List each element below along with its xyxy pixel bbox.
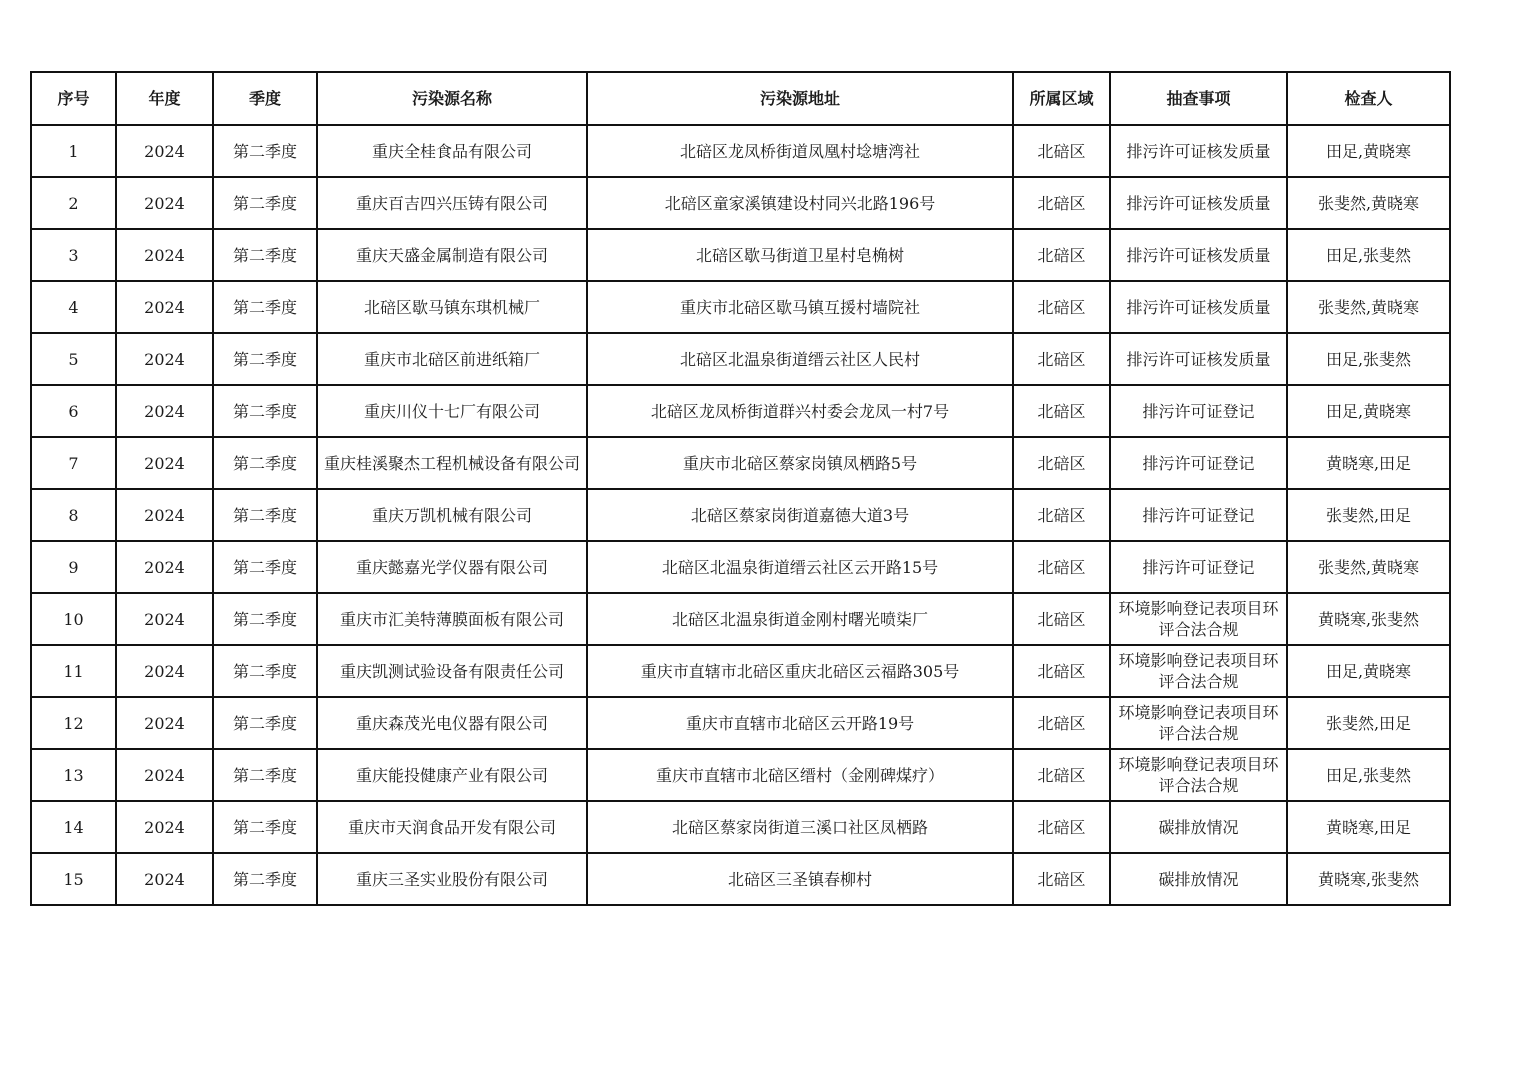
cell-inspector: 黄晓寒,张斐然 [1287, 853, 1450, 905]
header-district: 所属区域 [1013, 72, 1110, 125]
cell-source-name: 重庆市天润食品开发有限公司 [317, 801, 587, 853]
cell-inspection-item: 排污许可证登记 [1110, 541, 1287, 593]
cell-inspector: 田足,黄晓寒 [1287, 385, 1450, 437]
cell-quarter: 第二季度 [213, 697, 317, 749]
cell-inspector: 张斐然,田足 [1287, 697, 1450, 749]
cell-quarter: 第二季度 [213, 593, 317, 645]
cell-source-name: 重庆懿嘉光学仪器有限公司 [317, 541, 587, 593]
cell-source-name: 重庆万凯机械有限公司 [317, 489, 587, 541]
cell-inspector: 田足,黄晓寒 [1287, 645, 1450, 697]
cell-source-address: 北碚区童家溪镇建设村同兴北路196号 [587, 177, 1013, 229]
cell-source-address: 北碚区歇马街道卫星村皂桷树 [587, 229, 1013, 281]
cell-district: 北碚区 [1013, 125, 1110, 177]
cell-source-name: 重庆三圣实业股份有限公司 [317, 853, 587, 905]
cell-year: 2024 [116, 645, 213, 697]
cell-index: 5 [31, 333, 116, 385]
cell-inspection-item: 排污许可证核发质量 [1110, 125, 1287, 177]
cell-year: 2024 [116, 177, 213, 229]
cell-source-address: 重庆市北碚区歇马镇互援村墙院社 [587, 281, 1013, 333]
header-source-name: 污染源名称 [317, 72, 587, 125]
cell-inspector: 张斐然,黄晓寒 [1287, 281, 1450, 333]
table-row [31, 125, 1450, 177]
cell-index: 3 [31, 229, 116, 281]
cell-source-name: 重庆百吉四兴压铸有限公司 [317, 177, 587, 229]
cell-year: 2024 [116, 281, 213, 333]
cell-index: 7 [31, 437, 116, 489]
cell-year: 2024 [116, 437, 213, 489]
table-row [31, 281, 1450, 333]
table-row [31, 333, 1450, 385]
cell-inspection-item: 排污许可证核发质量 [1110, 281, 1287, 333]
cell-source-address: 北碚区三圣镇春柳村 [587, 853, 1013, 905]
cell-inspection-item: 排污许可证核发质量 [1110, 333, 1287, 385]
header-index: 序号 [31, 72, 116, 125]
cell-district: 北碚区 [1013, 229, 1110, 281]
cell-source-address: 北碚区北温泉街道缙云社区云开路15号 [587, 541, 1013, 593]
cell-index: 4 [31, 281, 116, 333]
cell-district: 北碚区 [1013, 593, 1110, 645]
cell-quarter: 第二季度 [213, 541, 317, 593]
cell-inspection-item: 排污许可证登记 [1110, 385, 1287, 437]
header-inspector: 检查人 [1287, 72, 1450, 125]
table-row [31, 801, 1450, 853]
cell-inspector: 张斐然,田足 [1287, 489, 1450, 541]
cell-inspection-item: 环境影响登记表项目环评合法合规 [1110, 593, 1287, 645]
cell-source-address: 重庆市直辖市北碚区缙村（金刚碑煤疗） [587, 749, 1013, 801]
cell-source-name: 重庆全桂食品有限公司 [317, 125, 587, 177]
cell-index: 14 [31, 801, 116, 853]
header-source-address: 污染源地址 [587, 72, 1013, 125]
cell-index: 6 [31, 385, 116, 437]
cell-index: 8 [31, 489, 116, 541]
header-inspection-item: 抽查事项 [1110, 72, 1287, 125]
cell-inspection-item: 环境影响登记表项目环评合法合规 [1110, 749, 1287, 801]
cell-district: 北碚区 [1013, 853, 1110, 905]
cell-district: 北碚区 [1013, 697, 1110, 749]
table-row [31, 437, 1450, 489]
cell-year: 2024 [116, 229, 213, 281]
cell-index: 10 [31, 593, 116, 645]
cell-quarter: 第二季度 [213, 489, 317, 541]
cell-inspector: 黄晓寒,田足 [1287, 437, 1450, 489]
cell-year: 2024 [116, 333, 213, 385]
cell-year: 2024 [116, 853, 213, 905]
table-row [31, 853, 1450, 905]
table-row [31, 177, 1450, 229]
cell-source-address: 北碚区北温泉街道缙云社区人民村 [587, 333, 1013, 385]
cell-quarter: 第二季度 [213, 281, 317, 333]
cell-inspector: 黄晓寒,田足 [1287, 801, 1450, 853]
header-quarter: 季度 [213, 72, 317, 125]
cell-source-name: 重庆森茂光电仪器有限公司 [317, 697, 587, 749]
cell-quarter: 第二季度 [213, 229, 317, 281]
cell-inspector: 张斐然,黄晓寒 [1287, 177, 1450, 229]
cell-source-name: 重庆市北碚区前进纸箱厂 [317, 333, 587, 385]
cell-inspector: 田足,黄晓寒 [1287, 125, 1450, 177]
cell-source-name: 重庆市汇美特薄膜面板有限公司 [317, 593, 587, 645]
cell-source-address: 重庆市直辖市北碚区云开路19号 [587, 697, 1013, 749]
cell-inspection-item: 碳排放情况 [1110, 801, 1287, 853]
cell-district: 北碚区 [1013, 489, 1110, 541]
cell-inspection-item: 碳排放情况 [1110, 853, 1287, 905]
cell-quarter: 第二季度 [213, 385, 317, 437]
cell-inspection-item: 排污许可证核发质量 [1110, 177, 1287, 229]
header-year: 年度 [116, 72, 213, 125]
cell-source-address: 北碚区蔡家岗街道嘉德大道3号 [587, 489, 1013, 541]
cell-source-name: 重庆能投健康产业有限公司 [317, 749, 587, 801]
cell-quarter: 第二季度 [213, 177, 317, 229]
cell-source-address: 重庆市直辖市北碚区重庆北碚区云福路305号 [587, 645, 1013, 697]
cell-year: 2024 [116, 541, 213, 593]
cell-district: 北碚区 [1013, 541, 1110, 593]
cell-index: 13 [31, 749, 116, 801]
cell-index: 15 [31, 853, 116, 905]
cell-district: 北碚区 [1013, 177, 1110, 229]
cell-source-name: 北碚区歇马镇东琪机械厂 [317, 281, 587, 333]
table-row [31, 697, 1450, 749]
cell-year: 2024 [116, 593, 213, 645]
cell-source-address: 北碚区龙凤桥街道群兴村委会龙凤一村7号 [587, 385, 1013, 437]
cell-source-address: 北碚区龙凤桥街道凤凰村埝塘湾社 [587, 125, 1013, 177]
cell-index: 1 [31, 125, 116, 177]
cell-inspection-item: 排污许可证登记 [1110, 489, 1287, 541]
cell-district: 北碚区 [1013, 281, 1110, 333]
cell-index: 11 [31, 645, 116, 697]
table-body [31, 125, 1450, 905]
cell-source-name: 重庆桂溪聚杰工程机械设备有限公司 [317, 437, 587, 489]
table-row [31, 489, 1450, 541]
cell-year: 2024 [116, 749, 213, 801]
cell-inspector: 田足,张斐然 [1287, 749, 1450, 801]
cell-source-address: 北碚区蔡家岗街道三溪口社区凤栖路 [587, 801, 1013, 853]
cell-quarter: 第二季度 [213, 749, 317, 801]
cell-inspection-item: 环境影响登记表项目环评合法合规 [1110, 697, 1287, 749]
cell-year: 2024 [116, 125, 213, 177]
cell-quarter: 第二季度 [213, 853, 317, 905]
cell-year: 2024 [116, 697, 213, 749]
cell-district: 北碚区 [1013, 437, 1110, 489]
table-row [31, 541, 1450, 593]
cell-year: 2024 [116, 801, 213, 853]
cell-inspection-item: 环境影响登记表项目环评合法合规 [1110, 645, 1287, 697]
cell-source-name: 重庆川仪十七厂有限公司 [317, 385, 587, 437]
cell-inspection-item: 排污许可证核发质量 [1110, 229, 1287, 281]
cell-district: 北碚区 [1013, 645, 1110, 697]
cell-district: 北碚区 [1013, 385, 1110, 437]
inspection-table [30, 71, 1451, 906]
cell-year: 2024 [116, 489, 213, 541]
cell-inspector: 黄晓寒,张斐然 [1287, 593, 1450, 645]
cell-index: 9 [31, 541, 116, 593]
cell-source-address: 重庆市北碚区蔡家岗镇凤栖路5号 [587, 437, 1013, 489]
table-row [31, 229, 1450, 281]
cell-source-name: 重庆天盛金属制造有限公司 [317, 229, 587, 281]
cell-district: 北碚区 [1013, 333, 1110, 385]
cell-inspector: 张斐然,黄晓寒 [1287, 541, 1450, 593]
table-row [31, 749, 1450, 801]
cell-quarter: 第二季度 [213, 801, 317, 853]
table-header-row [31, 72, 1450, 125]
table-row [31, 385, 1450, 437]
cell-quarter: 第二季度 [213, 437, 317, 489]
cell-quarter: 第二季度 [213, 645, 317, 697]
cell-district: 北碚区 [1013, 749, 1110, 801]
cell-inspector: 田足,张斐然 [1287, 333, 1450, 385]
cell-source-name: 重庆凯测试验设备有限责任公司 [317, 645, 587, 697]
table-row [31, 645, 1450, 697]
cell-quarter: 第二季度 [213, 125, 317, 177]
cell-year: 2024 [116, 385, 213, 437]
cell-index: 2 [31, 177, 116, 229]
cell-quarter: 第二季度 [213, 333, 317, 385]
cell-index: 12 [31, 697, 116, 749]
table-row [31, 593, 1450, 645]
cell-inspector: 田足,张斐然 [1287, 229, 1450, 281]
cell-source-address: 北碚区北温泉街道金刚村曙光喷柒厂 [587, 593, 1013, 645]
cell-district: 北碚区 [1013, 801, 1110, 853]
cell-inspection-item: 排污许可证登记 [1110, 437, 1287, 489]
